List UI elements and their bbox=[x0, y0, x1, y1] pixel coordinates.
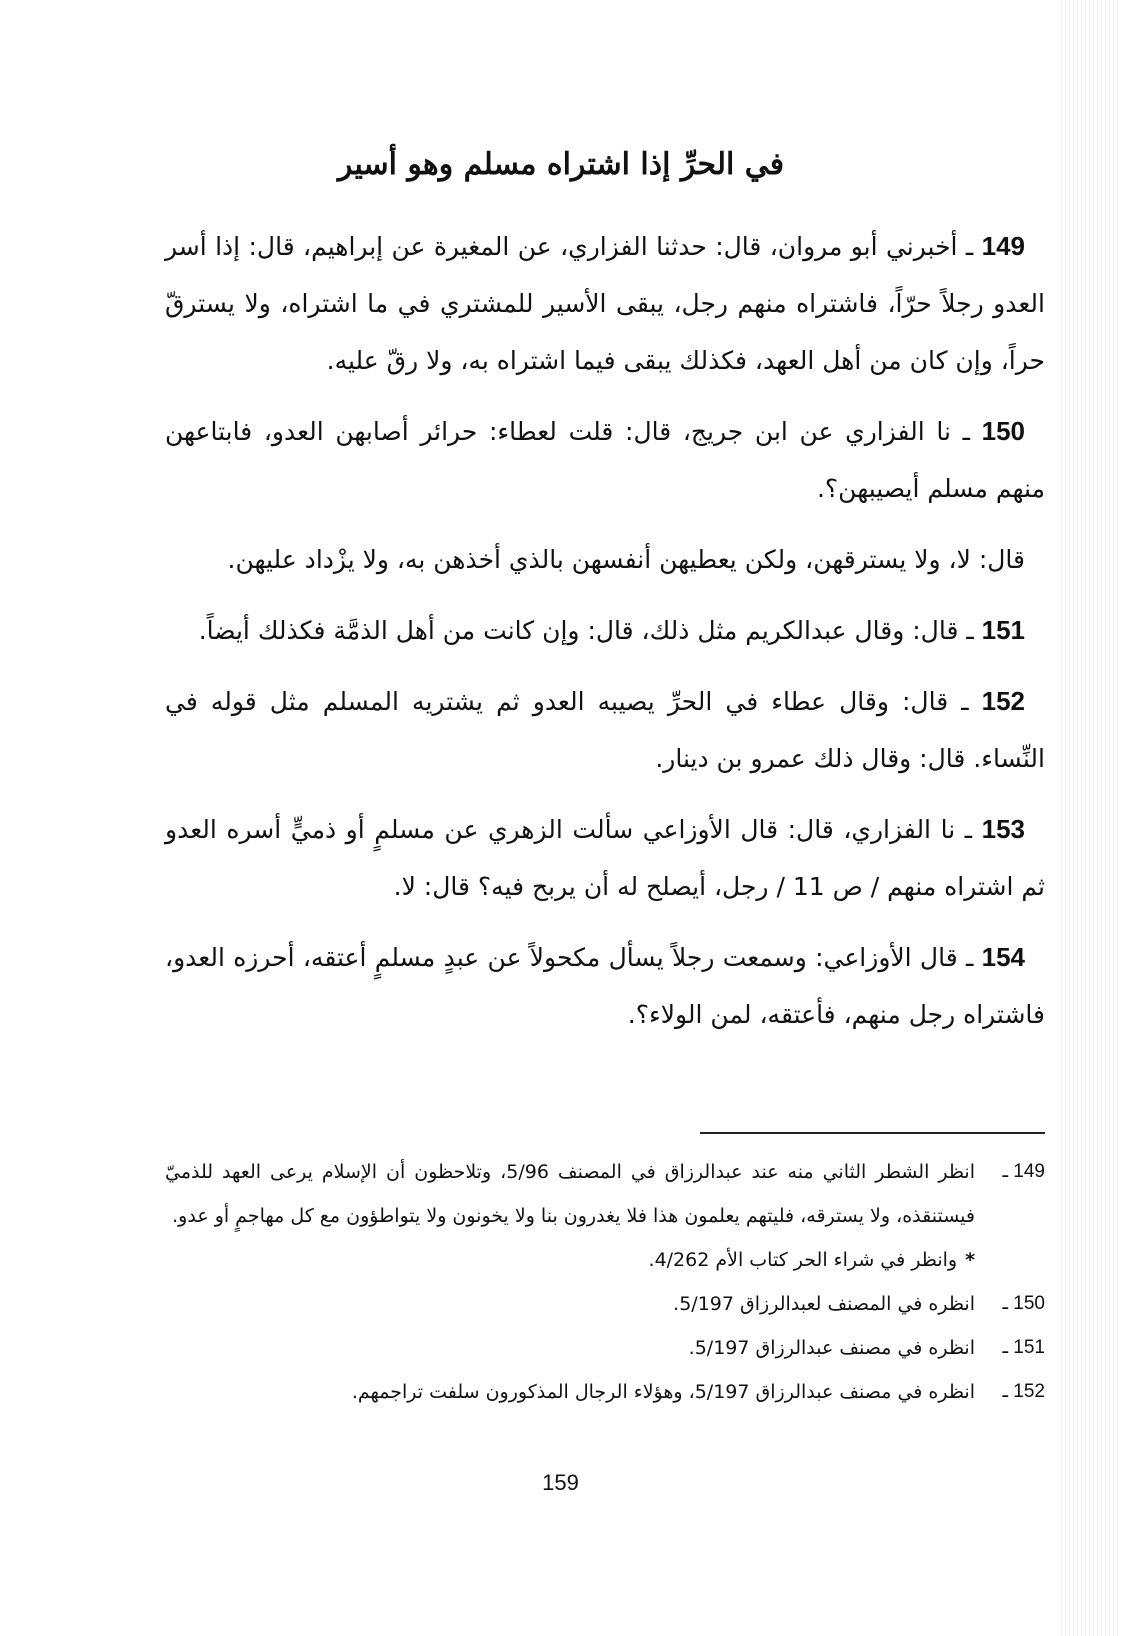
footnotes bbox=[165, 1150, 1045, 1414]
footnote-number: 152 ـ bbox=[1002, 1381, 1045, 1402]
paragraph-number: 153 bbox=[981, 814, 1025, 844]
paragraph-text: ـ قال: وقال عطاء في الحرِّ يصيبه العدو ثم يشتريه المسلم مثل قوله في النِّساء. قال: وقال ذلك عمرو بن دينار. bbox=[165, 687, 1045, 773]
scan-edge bbox=[1061, 0, 1121, 1636]
paragraph-text: ـ قال: وقال عبدالكريم مثل ذلك، قال: وإن كانت من أهل الذمَّة فكذلك أيضاً. bbox=[198, 616, 982, 645]
paragraph-151 bbox=[165, 602, 1045, 659]
footnote-150 bbox=[165, 1282, 1045, 1326]
footnote-text bbox=[165, 1238, 975, 1282]
paragraph-153 bbox=[165, 801, 1045, 915]
paragraph-152 bbox=[165, 673, 1045, 787]
footnote-note-text: وانظر في شراء الحر كتاب الأم 4/262. bbox=[648, 1249, 958, 1271]
footnote-text: انظره في مصنف عبدالرزاق 5/197، وهؤلاء الرجال المذكورون سلفت تراجمهم. bbox=[351, 1381, 975, 1403]
chapter-title: في الحرِّ إذا اشتراه مسلم وهو أسير bbox=[337, 147, 785, 182]
paragraph-text: قال: لا، ولا يسترقهن، ولكن يعطيهن أنفسهن بالذي أخذهن به، ولا يزْداد عليهن. bbox=[227, 545, 1025, 574]
footnote-text: انظر الشطر الثاني منه عند عبدالرزاق في المصنف 5/96، وتلاحظون أن الإسلام يرعى العهد للذميّ فيستنقذه، ولا يسترقه، فليتهم يعلمون هذا فلا يغدرون بنا ولا يخونون ولا يتواطؤون مع كل مهاجمٍ أو عدو. bbox=[165, 1161, 975, 1227]
paragraph-text: ـ نا الفزاري، قال: قال الأوزاعي سألت الزهري عن مسلمٍ أو ذميٍّ أسره العدو ثم اشتراه منهم / ص 11 / رجل، أيصلح له أن يربح فيه؟ قال: لا. bbox=[165, 815, 1045, 901]
body-text bbox=[165, 218, 1045, 1057]
footnote-text: انظره في المصنف لعبدالرزاق 5/197. bbox=[673, 1293, 975, 1315]
paragraph-text: ـ قال الأوزاعي: وسمعت رجلاً يسأل مكحولاً عن عبدٍ مسلمٍ أعتقه، أحرزه العدو، فاشتراه رجل منهم، فأعتقه، لمن الولاء؟. bbox=[165, 943, 1045, 1029]
asterisk-icon: * bbox=[965, 1249, 975, 1271]
footnote-number: 149 ـ bbox=[1002, 1161, 1045, 1182]
footnote-number: 150 ـ bbox=[1002, 1293, 1045, 1314]
paragraph-154 bbox=[165, 929, 1045, 1043]
page-number: 159 bbox=[542, 1470, 579, 1495]
footnote-149 bbox=[165, 1150, 1045, 1238]
footnote-divider bbox=[700, 1132, 1045, 1134]
paragraph-150 bbox=[165, 403, 1045, 517]
footnote-149-note bbox=[165, 1238, 1045, 1282]
paragraph-150-answer bbox=[165, 531, 1045, 588]
footnote-text: انظره في مصنف عبدالرزاق 5/197. bbox=[688, 1337, 975, 1359]
footnote-number: 151 ـ bbox=[1002, 1337, 1045, 1358]
paragraph-text: ـ أخبرني أبو مروان، قال: حدثنا الفزاري، عن المغيرة عن إبراهيم، قال: إذا أسر العدو رجلاً حرّاً، فاشتراه منهم رجل، يبقى الأسير للمشتري في ما اشتراه، ولا يسترقّ حراً، وإن كان من أهل العهد، فكذلك يبقى فيما اشتراه به، ولا رقّ عليه. bbox=[165, 232, 1045, 375]
paragraph-number: 151 bbox=[981, 615, 1025, 645]
paragraph-number: 149 bbox=[981, 231, 1025, 261]
footnote-152 bbox=[165, 1370, 1045, 1414]
footnote-151 bbox=[165, 1326, 1045, 1370]
paragraph-149 bbox=[165, 218, 1045, 389]
paragraph-number: 150 bbox=[981, 416, 1025, 446]
paragraph-number: 154 bbox=[981, 942, 1025, 972]
paragraph-text: ـ نا الفزاري عن ابن جريج، قال: قلت لعطاء: حرائر أصابهن العدو، فابتاعهن منهم مسلم أيصيبهن؟. bbox=[165, 417, 1045, 503]
paragraph-number: 152 bbox=[981, 686, 1025, 716]
